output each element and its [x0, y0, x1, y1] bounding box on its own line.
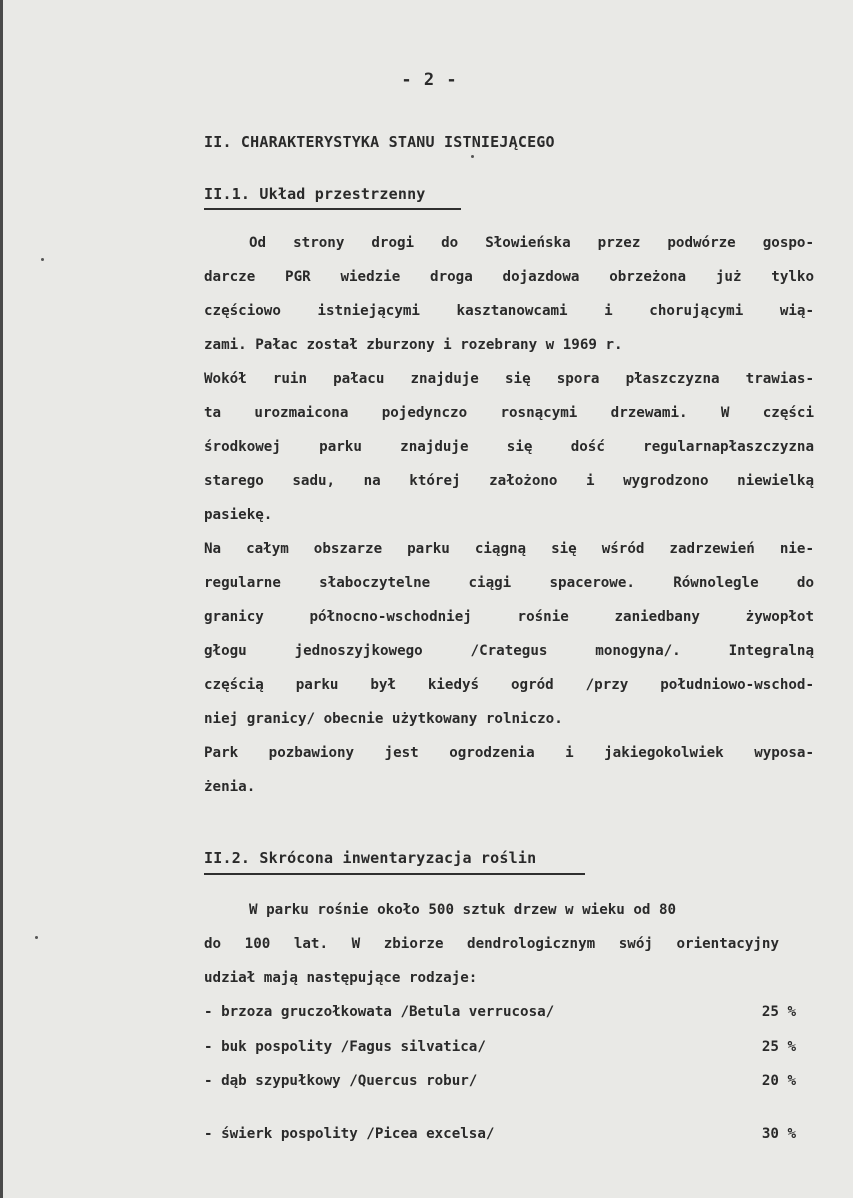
text-line: Wokół ruin pałacu znajduje się spora płaszczyzna trawias-	[204, 371, 814, 387]
species-name: - świerk pospolity /Picea excelsa/	[204, 1126, 495, 1142]
section-heading: II. CHARAKTERYSTYKA STANU ISTNIEJĄCEGO	[204, 133, 555, 151]
ink-speck	[41, 258, 44, 261]
subsection-heading-2: II.2. Skrócona inwentaryzacja roślin	[204, 849, 537, 867]
text-line: zami. Pałac został zburzony i rozebrany w 1969 r.	[204, 337, 623, 353]
text-line: Na całym obszarze parku ciągną się wśród zadrzewień nie-	[204, 541, 814, 557]
text-line: żenia.	[204, 779, 256, 795]
page-number: - 2 -	[401, 70, 458, 90]
text-line: pasiekę.	[204, 507, 273, 523]
text-line: udział mają następujące rodzaje:	[204, 970, 478, 986]
text-line: Od strony drogi do Słowieńska przez podwórze gospo-	[249, 235, 814, 251]
text-line: darcze PGR wiedzie droga dojazdowa obrzeżona już tylko	[204, 269, 814, 285]
text-line: starego sadu, na której założono i wygrodzono niewielką	[204, 473, 814, 489]
text-line: niej granicy/ obecnie użytkowany rolniczo.	[204, 711, 563, 727]
species-name: - brzoza gruczołkowata /Betula verrucosa/	[204, 1004, 555, 1020]
subsection-heading-1: II.1. Układ przestrzenny	[204, 185, 426, 203]
species-percentage: 30 %	[761, 1126, 796, 1142]
text-line: Park pozbawiony jest ogrodzenia i jakiegokolwiek wyposa-	[204, 745, 814, 761]
species-percentage: 25 %	[761, 1039, 796, 1055]
species-percentage: 25 %	[761, 1004, 796, 1020]
text-line: głogu jednoszyjkowego /Crategus monogyna/. Integralną	[204, 643, 814, 659]
text-line: ta urozmaicona pojedynczo rosnącymi drzewami. W części	[204, 405, 814, 421]
species-name: - dąb szypułkowy /Quercus robur/	[204, 1073, 478, 1089]
ink-speck	[471, 155, 474, 158]
species-percentage: 20 %	[761, 1073, 796, 1089]
text-line: W parku rośnie około 500 sztuk drzew w wieku od 80	[249, 902, 677, 918]
text-line: częścią parku był kiedyś ogród /przy południowo-wschod-	[204, 677, 814, 693]
text-line: do 100 lat. W zbiorze dendrologicznym swój orientacyjny	[204, 936, 779, 952]
subsection-underline-1	[204, 208, 461, 210]
text-line: granicy północno-wschodniej rośnie zaniedbany żywopłot	[204, 609, 814, 625]
text-line: środkowej parku znajduje się dość regularnapłaszczyzna	[204, 439, 814, 455]
text-line: częściowo istniejącymi kasztanowcami i chorującymi wią-	[204, 303, 814, 319]
ink-speck	[35, 936, 38, 939]
subsection-underline-2	[204, 873, 585, 875]
text-line: regularne słaboczytelne ciągi spacerowe. Równolegle do	[204, 575, 814, 591]
species-name: - buk pospolity /Fagus silvatica/	[204, 1039, 486, 1055]
